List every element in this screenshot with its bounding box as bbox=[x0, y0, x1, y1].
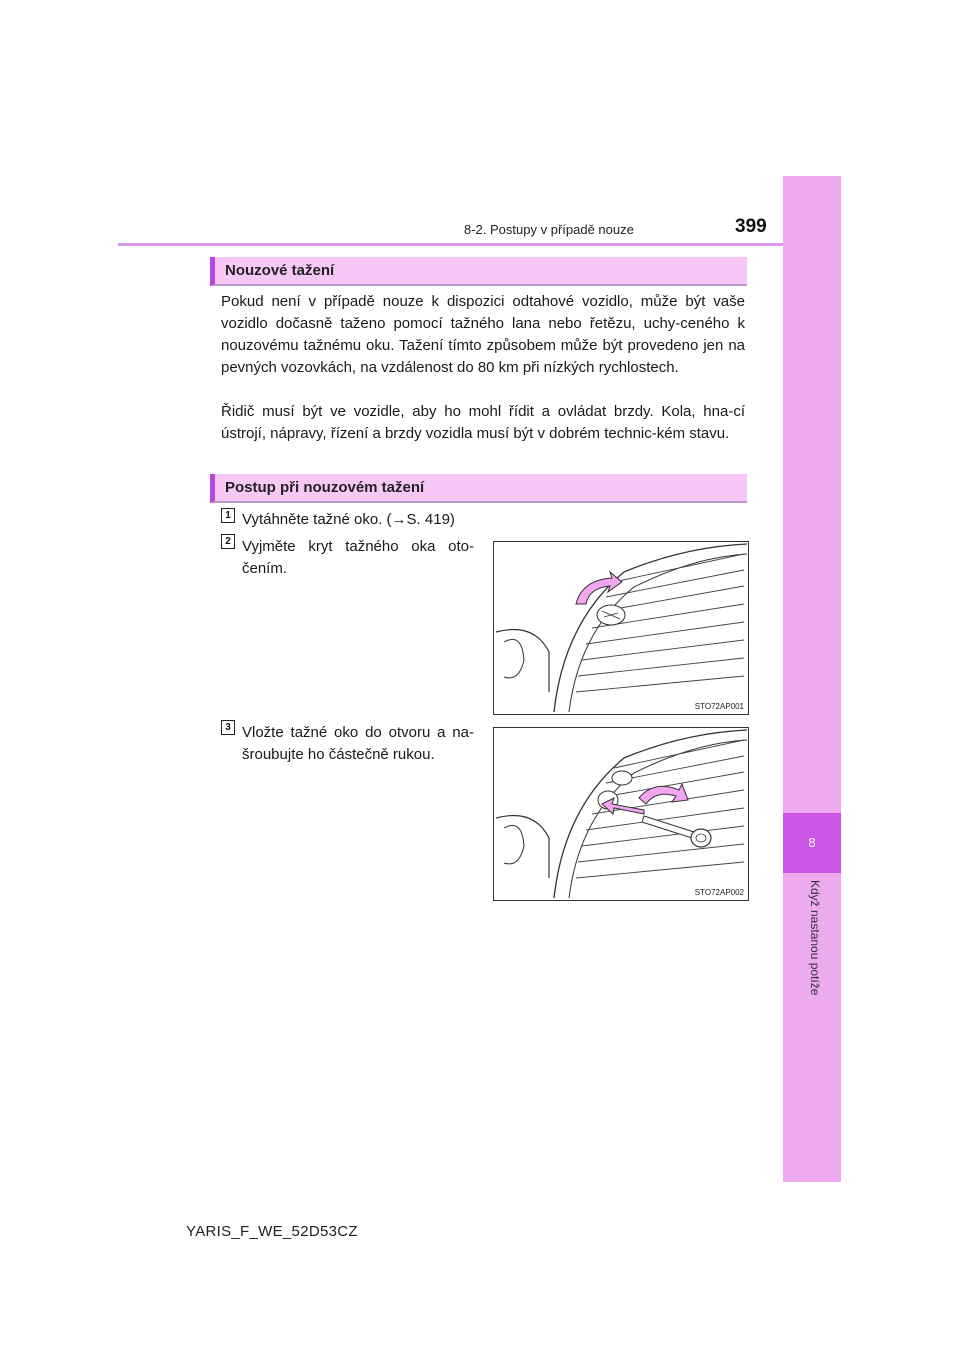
figure-code-1: STO72AP001 bbox=[694, 702, 744, 711]
section-heading-emergency-towing bbox=[210, 257, 747, 286]
figure-insert-eye bbox=[493, 727, 749, 901]
paragraph-driver: Řidič musí být ve vozidle, aby ho mohl řídit a ovládat brzdy. Kola, hna-cí ústrojí, nápravy, řízení a brzdy vozidla musí být v dobrém technic-kém stavu. bbox=[221, 403, 745, 442]
section-heading-text: Postup při nouzovém tažení bbox=[225, 479, 425, 496]
figure-remove-cover bbox=[493, 541, 749, 715]
step-text-3: Vložte tažné oko do otvoru a na-šroubujte ho částečně rukou. bbox=[242, 724, 474, 763]
header-rule bbox=[118, 243, 783, 246]
chapter-title: Když nastanou potíže bbox=[808, 880, 822, 996]
section-heading-procedure bbox=[210, 474, 747, 503]
figure-code-2: STO72AP002 bbox=[694, 888, 744, 897]
step-number-1: 1 bbox=[221, 508, 235, 523]
header-section-title: 8-2. Postupy v případě nouze bbox=[464, 222, 634, 237]
footer-doc-code: YARIS_F_WE_52D53CZ bbox=[186, 1223, 358, 1240]
step-text-2: Vyjměte kryt tažného oka oto-čením. bbox=[242, 538, 474, 577]
step-text-1: Vytáhněte tažné oko. (→S. 419) bbox=[242, 511, 455, 528]
chapter-number: 8 bbox=[808, 835, 816, 850]
paragraph-intro: Pokud není v případě nouze k dispozici odtahové vozidlo, může být vaše vozidlo dočasně taženo pomocí tažného lana nebo řetězu, uchy-ceného k nouzovému tažnému oku. Tažení tímto způsobem může být provedeno jen na pevných vozovkách, na vzdálenost do 80 km při nízkých rychlostech. bbox=[221, 293, 745, 376]
chapter-number-tab bbox=[783, 813, 841, 873]
section-heading-text: Nouzové tažení bbox=[225, 262, 335, 279]
page-number: 399 bbox=[735, 216, 767, 237]
step-number-3: 3 bbox=[221, 720, 235, 735]
side-chapter-tab bbox=[783, 176, 841, 1182]
towing-eye-illustration bbox=[494, 728, 748, 900]
step-number-2: 2 bbox=[221, 534, 235, 549]
grille-cover-illustration bbox=[494, 542, 748, 714]
